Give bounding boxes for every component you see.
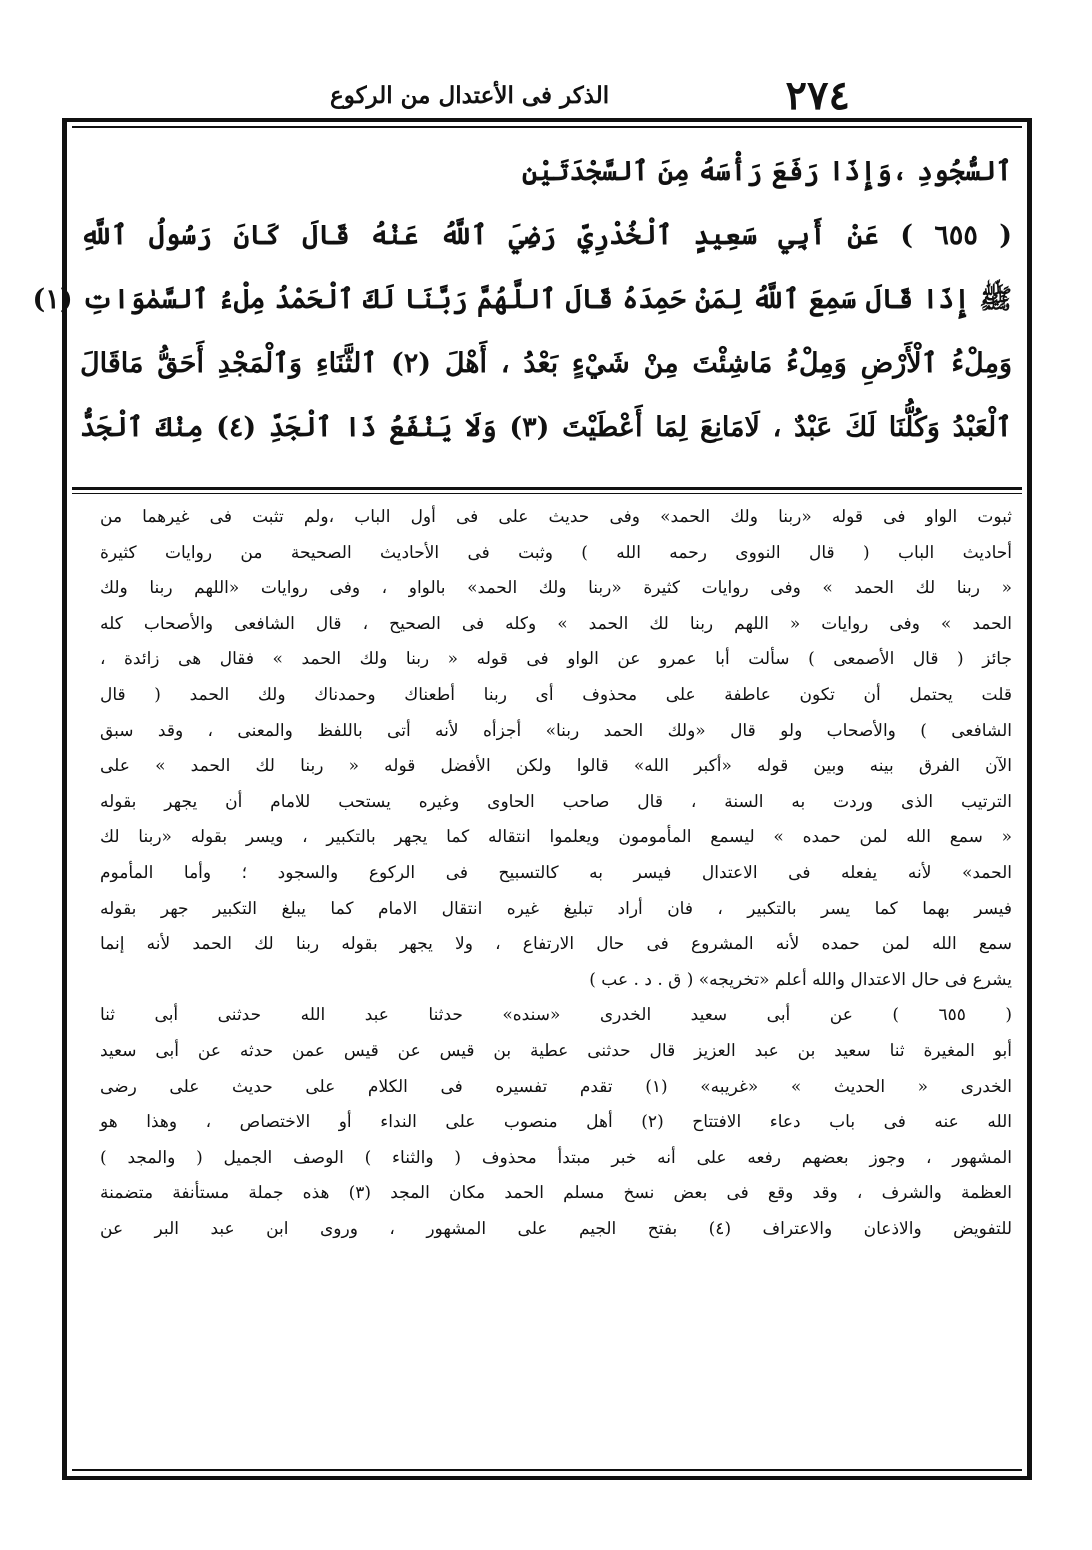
commentary-line: المشهور ، وجوز بعضهم رفعه على أنه خبر مبتدأ محذوف ( والثناء ) الوصف الجميل ( والمجد )	[100, 1147, 1012, 1168]
hadith-line: ( ٦٥٥ ) عَنْ أَبِي سَعِيدٍ ٱلْخُدْرِيِّ رَضِيَ ٱللَّهُ عَنْهُ قَالَ كَانَ رَسُولُ ٱللَّهِ	[80, 220, 1012, 251]
commentary-line: الآن الفرق بينه وبين قوله «أكبر الله» قالوا ولكن الأفضل قوله « ربنا لك الحمد » على	[100, 756, 1012, 777]
commentary-line: سمع الله لمن حمده لأنه المشروع فى حال الارتفاع ، ولا يجهر بقوله ربنا لك الحمد لأنه إنما	[100, 934, 1012, 955]
hadith-line: ﷺ إِذَا قَالَ سَمِعَ ٱللَّهُ لِمَنْ حَمِدَهُ قَالَ ٱللَّهُمَّ رَبَّنَا لَكَ ٱلْحَمْدُ مِلْءُ ٱلسَّمٰوَاتِ (١)	[32, 284, 1012, 315]
chapter-title: الذكر فى الأعتدال من الركوع	[330, 81, 610, 109]
commentary-line: فيسر بهما كما يسر بالتكبير ، فان أراد تبليغ غيره انتقال الامام كما يبلغ التكبير جهر بقوله	[100, 898, 1012, 919]
frame-bottom-rule-inner	[72, 1469, 1022, 1471]
hadith-line: وَمِلْءُ ٱلْأَرْضِ وَمِلْءُ مَاشِئْتَ مِنْ شَيْءٍ بَعْدُ ، أَهْلَ (٢) ٱلثَّنَاءِ وَٱلْمَجْدِ أَحَقُّ مَاقَالَ	[80, 348, 1012, 379]
frame-top-rule-inner	[72, 126, 1022, 128]
commentary-line: للتفويض والاذعان والاعتراف (٤) بفتح الجيم على المشهور ، وروى ابن عبد البر عن	[100, 1218, 1012, 1239]
section-separator	[72, 487, 1022, 490]
commentary-line: يشرع فى حال الاعتدال والله أعلم «تخريجه» ( ق . د . عب )	[589, 969, 1012, 990]
commentary-line: ( ٦٥٥ ) عن أبى سعيد الخدرى «سنده» حدثنا عبد الله حدثنى أبى ثنا	[100, 1005, 1012, 1026]
hadith-text-block	[32, 140, 1012, 480]
frame-bottom-rule	[62, 1476, 1032, 1480]
commentary-line: قلت يحتمل أن تكون عاطفة على محذوف أى ربنا أطعناك وحمدناك ولك الحمد ( قال	[100, 684, 1012, 705]
commentary-line: الخدرى « الحديث » «غريبه» (١) تقدم تفسيره فى الكلام على حديث على رضى	[100, 1076, 1012, 1097]
commentary-line: الحمد » وفى روايات « اللهم ربنا لك الحمد » وكله فى الصحيح ، قال الشافعى والأصحاب كله	[100, 613, 1012, 634]
hadith-line: ٱلْعَبْدُ وَكُلُّنَا لَكَ عَبْدٌ ، لَامَانِعَ لِمَا أَعْطَيْتَ (٣) وَلَا يَنْفَعُ ذَا ٱلْجَدِّ (٤) مِنْكَ ٱلْجَدُّ	[80, 412, 1012, 443]
commentary-line: الشافعى ) والأصحاب ولو قال «ولك الحمد ربنا» أجزأه لأنه أتى باللفظ والمعنى ، وقد سبق	[100, 720, 1012, 741]
hadith-line: ٱلسُّجُودِ ،وَإِذَا رَفَعَ رَأْسَهُ مِنَ ٱلسَّجْدَتَيْنِ	[522, 156, 1012, 187]
commentary-line: ثبوت الواو فى قوله «ربنا ولك الحمد» وفى حديث على فى أول الباب ،ولم تثبت فى غيرهما من	[100, 507, 1012, 527]
commentary-line: الحمد» لأنه يفعله فى الاعتدال فيسر به كالتسبيح فى الركوع والسجود ؛ وأما المأموم	[100, 862, 1012, 883]
commentary-line: الترتيب الذى وردت به السنة ، قال صاحب الحاوى وغيره يستحب للامام أن يجهر بقوله	[100, 791, 1012, 812]
commentary-line: جائز ( قال الأصمعى ) سألت أبا عمرو عن الواو فى قوله « ربنا ولك الحمد » فقال هى زائدة ،	[100, 649, 1012, 670]
commentary-line: الله عنه فى باب دعاء الافتتاح (٢) أهل منصوب على النداء أو الاختصاص ، وهذا هو	[100, 1112, 1012, 1133]
commentary-line: العظمة والشرف ، وقد وقع فى بعض نسخ مسلم الحمد مكان المجد (٣) هذه جملة مستأنفة متضمنة	[100, 1183, 1013, 1204]
commentary-line: أبو المغيرة ثنا سعيد بن عبد العزيز قال حدثنى عطية بن قيس عن قيس عمن حدثه عن أبى سعيد	[100, 1040, 1012, 1061]
frame-top-rule	[62, 118, 1032, 122]
commentary-line: « ربنا لك الحمد » وفى روايات كثيرة «ربنا ولك الحمد» بالواو ، وفى روايات «اللهم ربنا ولك	[100, 578, 1012, 599]
commentary-line: أحاديث الباب ( قال النووى رحمه الله ) وثبت فى الأحاديث الصحيحة من روايات كثيرة	[100, 542, 1012, 563]
page-number: ٢٧٤	[785, 71, 850, 119]
commentary-line: « سمع الله لمن حمده » ليسمع المأمومون ويعلموا انتقاله كما يجهر بالتكبير ، ويسر بقوله «ربنا لك	[100, 827, 1012, 848]
page-header	[330, 72, 850, 118]
section-separator-inner	[72, 493, 1022, 494]
commentary-block	[100, 500, 1012, 1247]
